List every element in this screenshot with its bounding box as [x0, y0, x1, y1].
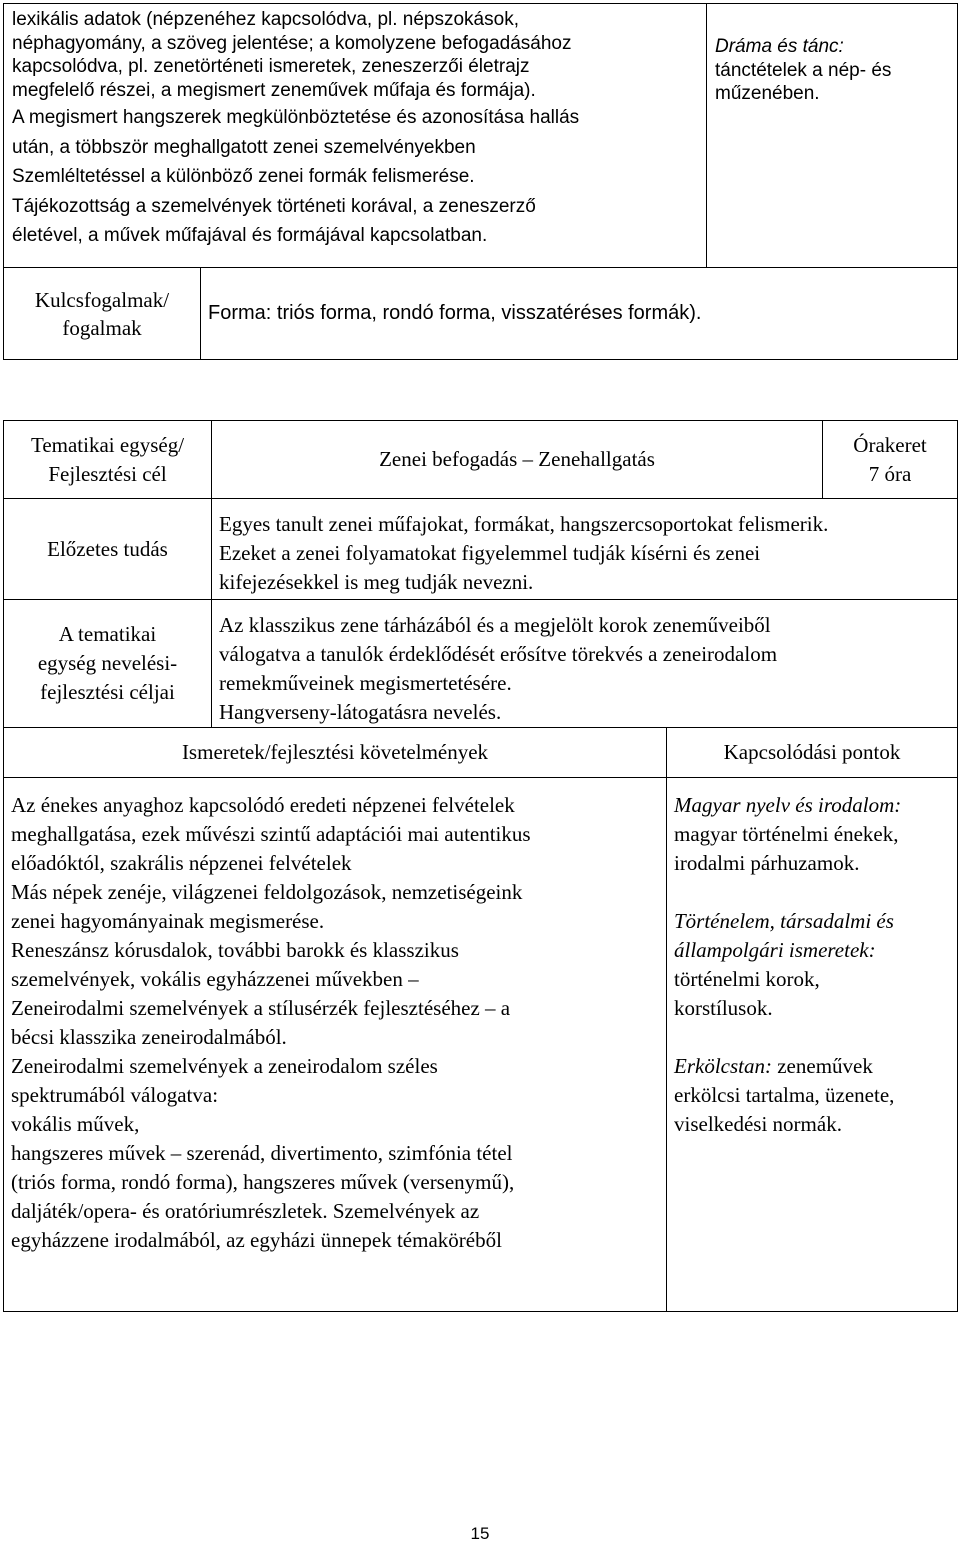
text-line: korstílusok. — [674, 996, 773, 1020]
text-line: magyar történelmi énekek, — [674, 822, 899, 846]
text-line: megfelelő részei, a megismert zeneművek műfaja és formája). — [12, 79, 536, 101]
side-title: Dráma és tánc: — [715, 36, 844, 57]
text-line: Egyes tanult zenei műfajokat, formákat, hangszercsoportokat felismerik. — [219, 512, 829, 536]
goals-label: fejlesztési céljai — [40, 680, 175, 704]
text-line: Zeneirodalmi szemelvények a stílusérzék fejlesztéséhez – a — [11, 996, 511, 1020]
text-line: műzenében. — [715, 83, 820, 104]
key-concepts-label-cell — [4, 268, 201, 360]
text-line: vokális művek, — [11, 1112, 140, 1136]
unit-label: Tematikai egység/ — [30, 432, 185, 457]
hours-cell — [823, 421, 958, 499]
text-line: Az énekes anyaghoz kapcsolódó eredeti népzenei felvételek — [11, 793, 515, 817]
links-cell — [667, 778, 958, 1312]
prior-knowledge-label: Előzetes tudás — [47, 536, 168, 561]
hours-value: 7 óra — [868, 461, 912, 486]
goals-label: A tematikai — [58, 622, 157, 646]
page-number: 15 — [470, 1524, 490, 1543]
key-concepts-label: fogalmak — [62, 315, 142, 340]
text-line: Szemléltetéssel a különböző zenei formák felismerése. — [12, 166, 475, 187]
top-main-cell — [4, 4, 707, 268]
top-table — [3, 3, 958, 360]
text-line: történelmi korok, — [674, 967, 820, 991]
text-line: Más népek zenéje, világzenei feldolgozások, nemzetiségeink — [11, 880, 523, 904]
top-main-text — [4, 4, 706, 248]
text-line: szemelvények, vokális egyházzenei művekben – — [11, 967, 419, 991]
text-line: Zeneirodalmi szemelvények a zeneirodalom széles — [11, 1054, 438, 1078]
text-line: Reneszánsz kórusdalok, további barokk és klasszikus — [11, 938, 459, 962]
text-line: tánctételek a nép- és — [715, 59, 892, 81]
link-subject-title: Magyar nyelv és irodalom: — [674, 793, 902, 817]
requirements-header: Ismeretek/fejlesztési követelmények — [181, 740, 489, 764]
key-concepts-label: Kulcsfogalmak/ — [34, 287, 170, 312]
text-line: életével, a művek műfajával és formájával kapcsolatban. — [12, 225, 488, 246]
unit-label-cell — [4, 421, 212, 499]
text-line: kifejezésekkel is meg tudják nevezni. — [219, 570, 534, 594]
ethics-first-line — [674, 1052, 957, 1081]
link-subject-title: Erkölcstan: — [674, 1054, 772, 1078]
unit-title: Zenei befogadás – Zenehallgatás — [379, 447, 655, 471]
text-line: Ezeket a zenei folyamatokat figyelemmel tudják kísérni és zenei — [219, 541, 761, 565]
text-line: Az klasszikus zene tárházából és a megjelölt korok zeneműveiből — [219, 613, 771, 637]
text-line: néphagyomány, a szöveg jelentése; a komolyzene befogadásához — [12, 32, 572, 54]
text-line: bécsi klasszika zeneirodalmából. — [11, 1025, 287, 1049]
text-line: egyházzene irodalmából, az egyházi ünnepek témaköréből — [11, 1228, 502, 1252]
text-line: válogatva a tanulók érdeklődését erősítve törekvés a zeneirodalom — [219, 642, 778, 666]
text-line: spektrumából válogatva: — [11, 1083, 219, 1107]
text-line: után, a többször meghallgatott zenei szemelvényekben — [12, 136, 476, 158]
text-line: irodalmi párhuzamok. — [674, 851, 860, 875]
requirements-cell — [4, 778, 667, 1312]
prior-knowledge-label-cell — [4, 499, 212, 600]
text-line: (triós forma, rondó forma), hangszeres művek (versenymű), — [11, 1170, 515, 1194]
text-line: erkölcsi tartalma, üzenete, — [674, 1083, 895, 1107]
links-header-cell — [667, 728, 958, 778]
top-side-cell — [707, 4, 958, 268]
goals-cell — [212, 600, 958, 728]
links-header: Kapcsolódási pontok — [723, 740, 901, 764]
text-line: lexikális adatok (népzenéhez kapcsolódva, pl. népszokások, — [12, 9, 519, 30]
text-line: viselkedési normák. — [674, 1112, 842, 1136]
goals-label: egység nevelési- — [37, 651, 178, 675]
text-fragment: zeneművek — [771, 1054, 873, 1078]
unit-table — [3, 420, 958, 1312]
prior-knowledge-cell — [212, 499, 958, 600]
text-line: kapcsolódva, pl. zenetörténeti ismeretek, zeneszerzői életrajz — [12, 56, 530, 77]
link-subject-title: állampolgári ismeretek: — [674, 938, 876, 962]
key-concepts-value-cell — [201, 268, 958, 360]
hours-label: Órakeret — [853, 432, 927, 457]
unit-label: Fejlesztési cél — [48, 461, 167, 486]
unit-title-cell — [212, 421, 823, 499]
key-concepts-value: Forma: triós forma, rondó forma, visszatéréses formák). — [208, 301, 702, 324]
text-line: Tájékozottság a szemelvények történeti korával, a zeneszerző — [12, 195, 536, 217]
text-line: A megismert hangszerek megkülönböztetése és azonosítása hallás — [12, 107, 580, 128]
text-line: előadóktól, szakrális népzenei felvételek — [11, 851, 352, 875]
text-line: zenei hagyományainak megismerése. — [11, 909, 325, 933]
goals-label-cell — [4, 600, 212, 728]
text-line: Hangverseny-látogatásra nevelés. — [219, 700, 502, 724]
text-line: daljáték/opera- és oratóriumrészletek. Szemelvények az — [11, 1199, 480, 1223]
text-line: remekműveinek megismertetésére. — [219, 671, 512, 695]
text-line: hangszeres művek – szerenád, divertimento, szimfónia tétel — [11, 1141, 513, 1165]
text-line: meghallgatása, ezek művészi szintű adaptációi mai autentikus — [11, 822, 531, 846]
link-subject-title: Történelem, társadalmi és — [674, 909, 894, 933]
requirements-header-cell — [4, 728, 667, 778]
